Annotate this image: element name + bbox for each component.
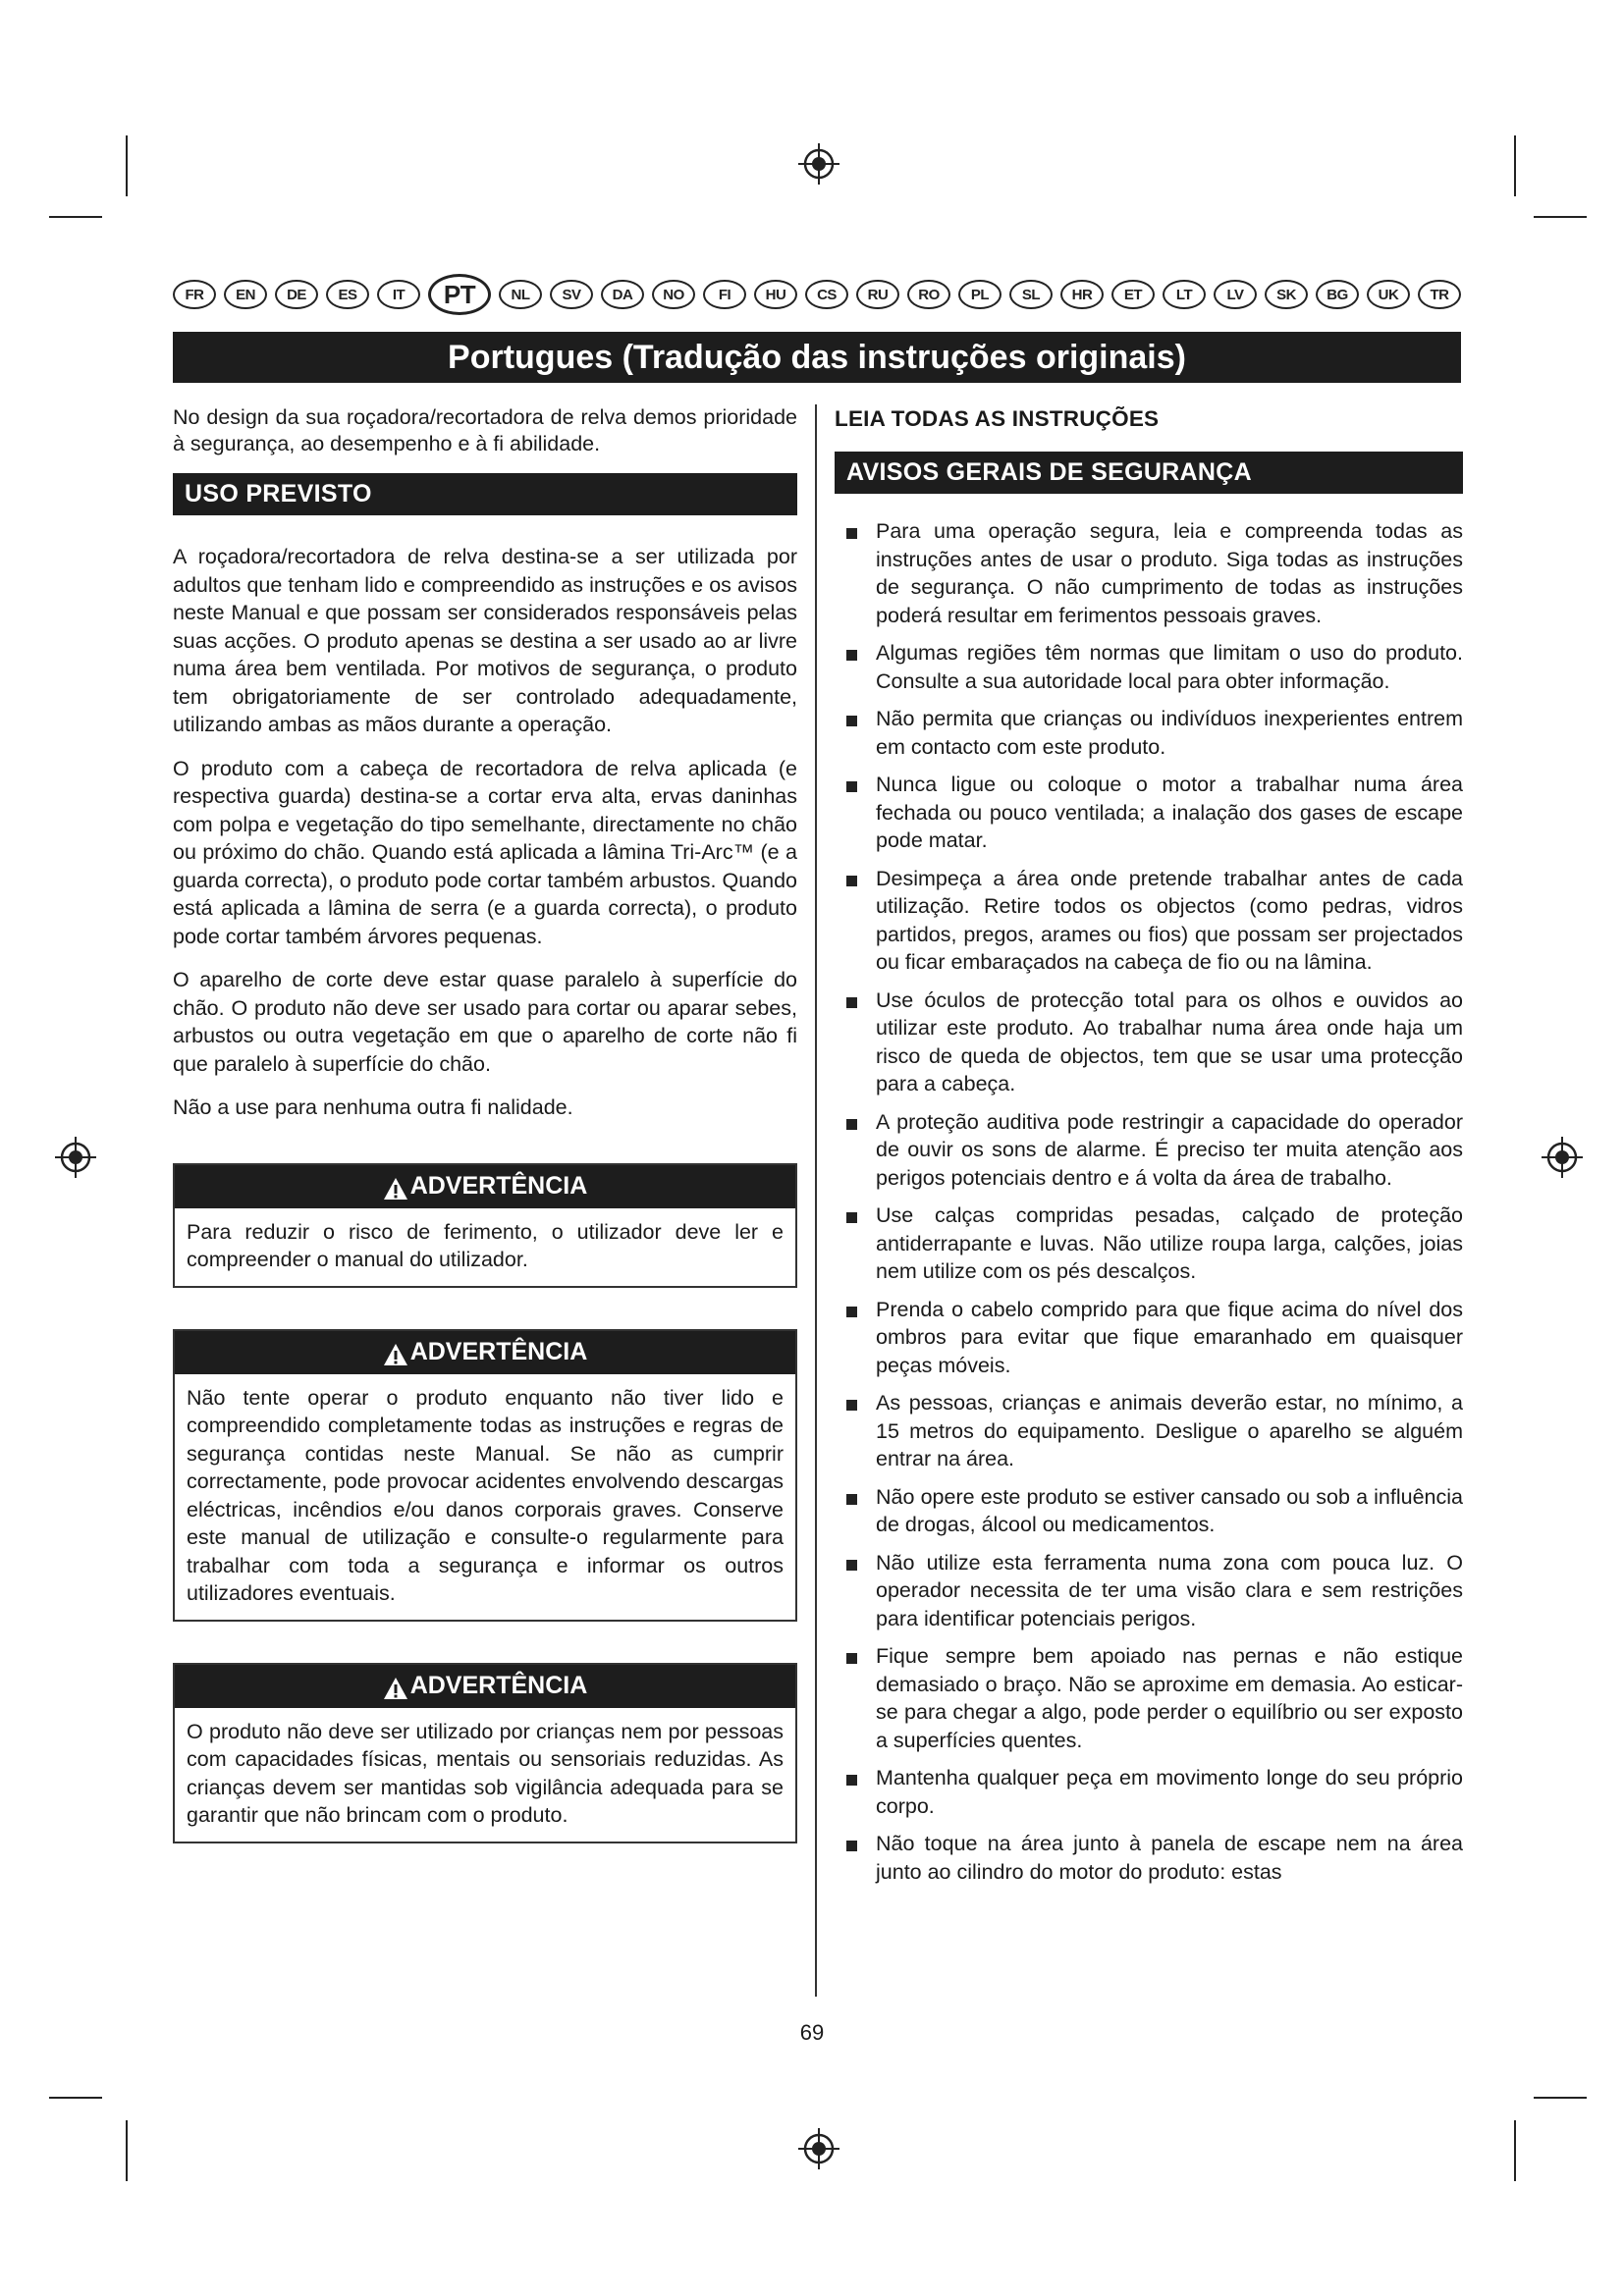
language-badge-tr: TR: [1418, 280, 1461, 309]
warning-title: ADVERTÊNCIA: [409, 1672, 588, 1699]
list-item: Use calças compridas pesadas, calçado de proteção antiderrapante e luvas. Não utilize roupa larga, calções, joias nem utilize com os pés descalços.: [835, 1201, 1463, 1286]
list-item: A proteção auditiva pode restringir a capacidade do operador de ouvir os sons de alarme. É preciso ter muita atenção aos perigos potenciais dentro e á volta da área de trabalho.: [835, 1108, 1463, 1193]
bullet-square-icon: [846, 1653, 857, 1664]
language-badge-fi: FI: [703, 280, 746, 309]
list-item: Fique sempre bem apoiado nas pernas e não estique demasiado o braço. Não se aproxime em demasia. Ao esticar-se para chegar a algo, pode perder o equilíbrio ou ser exposto a superfícies quentes.: [835, 1642, 1463, 1754]
warning-triangle-icon: [383, 1677, 408, 1700]
list-item: Não toque na área junto à panela de escape nem na área junto ao cilindro do motor do produto: estas: [835, 1830, 1463, 1886]
list-item: Nunca ligue ou coloque o motor a trabalhar numa área fechada ou pouco ventilada; a inalação dos gases de escape pode matar.: [835, 771, 1463, 855]
bullet-square-icon: [846, 1775, 857, 1786]
language-badge-it: IT: [377, 280, 420, 309]
registration-mark-icon: [53, 1135, 98, 1180]
page-title: Portugues (Tradução das instruções originais): [173, 332, 1461, 383]
bullet-square-icon: [846, 1560, 857, 1571]
bullet-square-icon: [846, 1400, 857, 1411]
bullet-square-icon: [846, 528, 857, 539]
bullet-square-icon: [846, 1307, 857, 1317]
language-badge-hr: HR: [1060, 280, 1104, 309]
warning-box: [173, 1663, 797, 1843]
list-item: As pessoas, crianças e animais deverão estar, no mínimo, a 15 metros do equipamento. Desligue o aparelho se alguém entrar na área.: [835, 1389, 1463, 1473]
language-bar: [173, 273, 1461, 316]
section-heading-general-safety: AVISOS GERAIS DE SEGURANÇA: [835, 452, 1463, 494]
language-badge-lt: LT: [1163, 280, 1206, 309]
registration-mark-icon: [796, 2126, 841, 2171]
bullet-square-icon: [846, 1119, 857, 1130]
language-badge-pt-active: PT: [428, 274, 491, 315]
body-paragraph: Não a use para nenhuma outra fi nalidade.: [173, 1095, 573, 1119]
crop-mark: [1514, 135, 1516, 196]
warning-text: O produto não deve ser utilizado por crianças nem por pessoas com capacidades físicas, mentais ou sensoriais reduzidas. As crianças devem ser mantidas sob vigilância adequada para se garantir que não brincam com o produto.: [187, 1719, 784, 1827]
warning-text: Não tente operar o produto enquanto não tiver lido e compreendido completamente todas as instruções e regras de segurança contidas neste Manual. Se não as cumprir correctamente, pode provocar acidentes envolvendo descargas eléctricas, incêndios e/ou danos corporais graves. Conserve este manual de utilização e consulte-o regularmente para trabalhar com toda a segurança e informar os outros utilizadores eventuais.: [187, 1385, 784, 1605]
language-badge-uk: UK: [1367, 280, 1410, 309]
language-badge-es: ES: [326, 280, 369, 309]
language-badge-hu: HU: [754, 280, 797, 309]
read-all-instructions-heading: LEIA TODAS AS INSTRUÇÕES: [835, 406, 1160, 431]
language-badge-da: DA: [601, 280, 644, 309]
language-badge-cs: CS: [805, 280, 848, 309]
crop-mark: [1534, 216, 1587, 218]
registration-mark-icon: [796, 141, 841, 187]
section-heading-uso-previsto: USO PREVISTO: [173, 473, 797, 515]
crop-mark: [1534, 2097, 1587, 2099]
warning-triangle-icon: [383, 1343, 408, 1366]
warning-box: [173, 1163, 797, 1288]
language-badge-ro: RO: [907, 280, 950, 309]
safety-bullet-list: [835, 517, 1463, 1886]
bullet-square-icon: [846, 997, 857, 1008]
bullet-square-icon: [846, 650, 857, 661]
crop-mark: [126, 2120, 128, 2181]
language-badge-ru: RU: [856, 280, 899, 309]
warning-header: [175, 1331, 795, 1374]
bullet-square-icon: [846, 1494, 857, 1505]
language-badge-fr: FR: [173, 280, 216, 309]
language-badge-pl: PL: [958, 280, 1001, 309]
warning-header: [175, 1665, 795, 1708]
list-item: Algumas regiões têm normas que limitam o uso do produto. Consulte a sua autoridade local para obter informação.: [835, 639, 1463, 695]
bullet-square-icon: [846, 1841, 857, 1851]
column-divider: [815, 404, 817, 1997]
intro-paragraph: No design da sua roçadora/recortadora de relva demos prioridade à segurança, ao desempenho e à fi abilidade.: [173, 405, 797, 455]
list-item: Use óculos de protecção total para os olhos e ouvidos ao utilizar este produto. Ao trabalhar numa área onde haja um risco de queda de objectos, tem que se usar uma protecção para a cabeça.: [835, 987, 1463, 1098]
bullet-square-icon: [846, 876, 857, 886]
crop-mark: [49, 216, 102, 218]
page-number: 69: [799, 2020, 825, 2045]
language-badge-sv: SV: [550, 280, 593, 309]
warning-title: ADVERTÊNCIA: [409, 1338, 588, 1365]
warning-title: ADVERTÊNCIA: [409, 1172, 588, 1200]
crop-mark: [49, 2097, 102, 2099]
crop-mark: [1514, 2120, 1516, 2181]
list-item: Não permita que crianças ou indivíduos inexperientes entrem em contacto com este produto.: [835, 705, 1463, 761]
body-paragraph: O aparelho de corte deve estar quase paralelo à superfície do chão. O produto não deve ser usado para cortar ou aparar sebes, arbustos ou outra vegetação em que o aparelho de corte não fi que paralelo à superfície do chão.: [173, 968, 797, 1076]
language-badge-en: EN: [224, 280, 267, 309]
warning-triangle-icon: [383, 1177, 408, 1201]
list-item: Mantenha qualquer peça em movimento longe do seu próprio corpo.: [835, 1764, 1463, 1820]
language-badge-de: DE: [275, 280, 318, 309]
language-badge-no: NO: [652, 280, 695, 309]
right-column: [835, 404, 1463, 1896]
list-item: Desimpeça a área onde pretende trabalhar antes de cada utilização. Retire todos os objectos (como pedras, vidros partidos, pregos, arames ou fios) que possam ser projectados ou ficar embaraçados na cabeça de fio ou na lâmina.: [835, 865, 1463, 977]
warning-header: [175, 1165, 795, 1208]
registration-mark-icon: [1540, 1135, 1585, 1180]
body-paragraph: A roçadora/recortadora de relva destina-se a ser utilizada por adultos que tenham lido e compreendido as instruções e os avisos neste Manual e que possam ser considerados responsáveis pelas suas acções. O produto apenas se destina a ser usado ao ar livre numa área bem ventilada. Por motivos de segurança, o produto tem obrigatoriamente de ser controlado adequadamente, utilizando ambas as mãos durante a operação.: [173, 545, 797, 736]
warning-text: Para reduzir o risco de ferimento, o utilizador deve ler e compreender o manual do utilizador.: [187, 1219, 784, 1271]
language-badge-bg: BG: [1316, 280, 1359, 309]
bullet-square-icon: [846, 1212, 857, 1223]
language-badge-et: ET: [1111, 280, 1155, 309]
warning-box: [173, 1329, 797, 1622]
crop-mark: [126, 135, 128, 196]
body-paragraph: O produto com a cabeça de recortadora de relva aplicada (e respectiva guarda) destina-se a cortar erva alta, ervas daninhas com polpa e vegetação do tipo semelhante, directamente no chão ou próximo do chão. Quando está aplicada a lâmina Tri-Arc™ (e a guarda correcta), o produto pode cortar também arbustos. Quando está aplicada a lâmina de serra (e a guarda correcta), o produto pode cortar também árvores pequenas.: [173, 756, 797, 948]
list-item: Não utilize esta ferramenta numa zona com pouca luz. O operador necessita de ter uma visão clara e sem restrições para identificar potenciais perigos.: [835, 1549, 1463, 1633]
language-badge-nl: NL: [499, 280, 542, 309]
language-badge-sl: SL: [1009, 280, 1053, 309]
language-badge-lv: LV: [1214, 280, 1257, 309]
bullet-square-icon: [846, 716, 857, 726]
left-column: [173, 404, 797, 1885]
language-badge-sk: SK: [1265, 280, 1308, 309]
list-item: Para uma operação segura, leia e compreenda todas as instruções antes de usar o produto. Siga todas as instruções de segurança. O não cumprimento de todas as instruções poderá resultar em ferimentos pessoais graves.: [835, 517, 1463, 629]
list-item: Não opere este produto se estiver cansado ou sob a influência de drogas, álcool ou medicamentos.: [835, 1483, 1463, 1539]
list-item: Prenda o cabelo comprido para que fique acima do nível dos ombros para evitar que fique emaranhado em quaisquer peças móveis.: [835, 1296, 1463, 1380]
bullet-square-icon: [846, 781, 857, 792]
